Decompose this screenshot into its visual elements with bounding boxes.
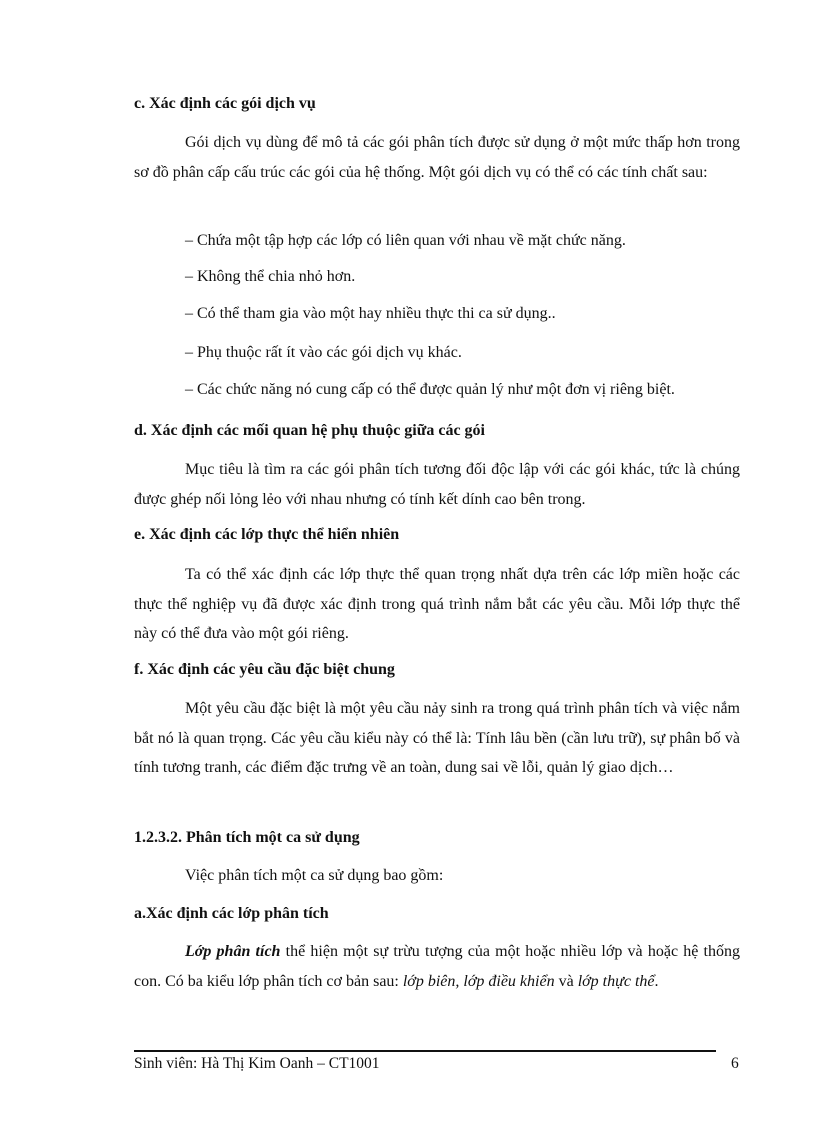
list-item: – Phụ thuộc rất ít vào các gói dịch vụ khác. — [185, 344, 462, 361]
section-1232-paragraph: Việc phân tích một ca sử dụng bao gồm: — [185, 867, 444, 884]
footer-divider — [134, 1050, 716, 1052]
footer-author: Sinh viên: Hà Thị Kim Oanh – CT1001 — [134, 1055, 380, 1072]
page-number: 6 — [731, 1055, 739, 1072]
section-d-paragraph: Mục tiêu là tìm ra các gói phân tích tương đối độc lập với các gói khác, tức là chúng được ghép nối lỏng lẻo với nhau nhưng có tính kết dính cao bên trong. — [134, 461, 740, 508]
list-item: – Chứa một tập hợp các lớp có liên quan với nhau về mặt chức năng. — [185, 232, 626, 249]
list-item: – Các chức năng nó cung cấp có thể được quản lý như một đơn vị riêng biệt. — [185, 381, 675, 398]
section-f-paragraph: Một yêu cầu đặc biệt là một yêu cầu nảy sinh ra trong quá trình phân tích và việc nắm bắt nó là quan trọng. Các yêu cầu kiểu này có thể là: Tính lâu bền (cần lưu trữ), sự phân bố và tính tương tranh, các điểm đặc trưng về an toàn, dung sai về lỗi, quản lý giao dịch… — [134, 700, 740, 776]
list-item: – Có thể tham gia vào một hay nhiều thực thi ca sử dụng.. — [185, 305, 556, 322]
section-e-heading: e. Xác định các lớp thực thể hiển nhiên — [134, 526, 400, 543]
section-f-heading: f. Xác định các yêu cầu đặc biệt chung — [134, 661, 395, 678]
section-c-paragraph: Gói dịch vụ dùng để mô tả các gói phân tích được sử dụng ở một mức thấp hơn trong sơ đồ phân cấp cấu trúc các gói của hệ thống. Một gói dịch vụ có thể có các tính chất sau: — [134, 134, 740, 181]
section-c-heading: c. Xác định các gói dịch vụ — [134, 95, 316, 112]
section-d-heading: d. Xác định các mối quan hệ phụ thuộc giữa các gói — [134, 422, 485, 439]
list-item: – Không thể chia nhỏ hơn. — [185, 268, 356, 285]
section-a-heading: a.Xác định các lớp phân tích — [134, 905, 329, 922]
section-e-paragraph: Ta có thể xác định các lớp thực thể quan trọng nhất dựa trên các lớp miền hoặc các thực thể nghiệp vụ đã được xác định trong quá trình nắm bắt các yêu cầu. Mỗi lớp thực thể này có thể đưa vào một gói riêng. — [134, 566, 740, 642]
term-analysis-class: Lớp phân tích — [185, 943, 281, 960]
section-a-paragraph: Lớp phân tích thể hiện một sự trừu tượng của một hoặc nhiều lớp và hoặc hệ thống con. Có ba kiểu lớp phân tích cơ bản sau: lớp biên, lớp điều khiển và lớp thực thể. — [134, 943, 740, 990]
section-1232-heading: 1.2.3.2. Phân tích một ca sử dụng — [134, 829, 360, 846]
